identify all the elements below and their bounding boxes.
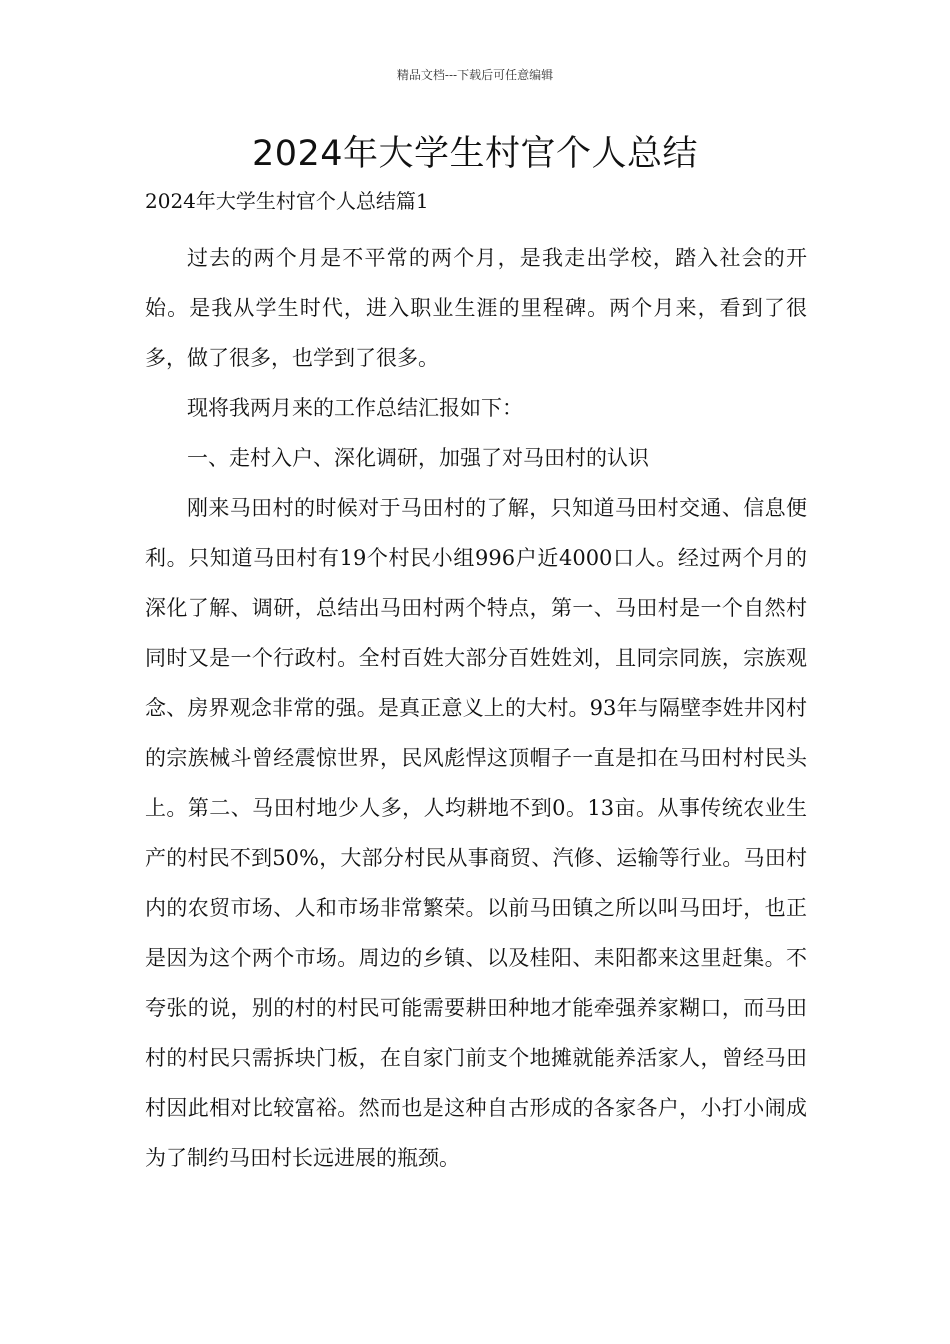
paragraph-report-lead: 现将我两月来的工作总结汇报如下：	[187, 396, 523, 420]
header-note: 精品文档---下载后可任意编辑	[396, 68, 554, 82]
document-body	[145, 185, 807, 1183]
paragraph-intro: 过去的两个月是不平常的两个月，是我走出学校，踏入社会的开始。是我从学生时代，进入职业生涯的里程碑。两个月来，看到了很多，做了很多，也学到了很多。	[145, 246, 807, 370]
section-heading-1: 一、走村入户、深化调研，加强了对马田村的认识	[187, 446, 649, 470]
paragraph-village-overview: 刚来马田村的时候对于马田村的了解，只知道马田村交通、信息便利。只知道马田村有19个村民小组996户近4000口人。经过两个月的深化了解、调研，总结出马田村两个特点，第一、马田村是一个自然村同时又是一个行政村。全村百姓大部分百姓姓刘，且同宗同族，宗族观念、房界观念非常的强。是真正意义上的大村。93年与隔壁李姓井冈村的宗族械斗曾经震惊世界，民风彪悍这顶帽子一直是扣在马田村村民头上。第二、马田村地少人多，人均耕地不到0。13亩。从事传统农业生产的村民不到50%，大部分村民从事商贸、汽修、运输等行业。马田村内的农贸市场、人和市场非常繁荣。以前马田镇之所以叫马田圩，也正是因为这个两个市场。周边的乡镇、以及桂阳、耒阳都来这里赶集。不夸张的说，别的村的村民可能需要耕田种地才能牵强养家糊口，而马田村的村民只需拆块门板，在自家门前支个地摊就能养活家人，曾经马田村因此相对比较富裕。然而也是这种自古形成的各家各户，小打小闹成为了制约马田村长远进展的瓶颈。	[145, 496, 807, 1170]
section-subtitle: 2024年大学生村官个人总结篇1	[145, 189, 429, 213]
document-title: 2024年大学生村官个人总结	[251, 134, 699, 174]
